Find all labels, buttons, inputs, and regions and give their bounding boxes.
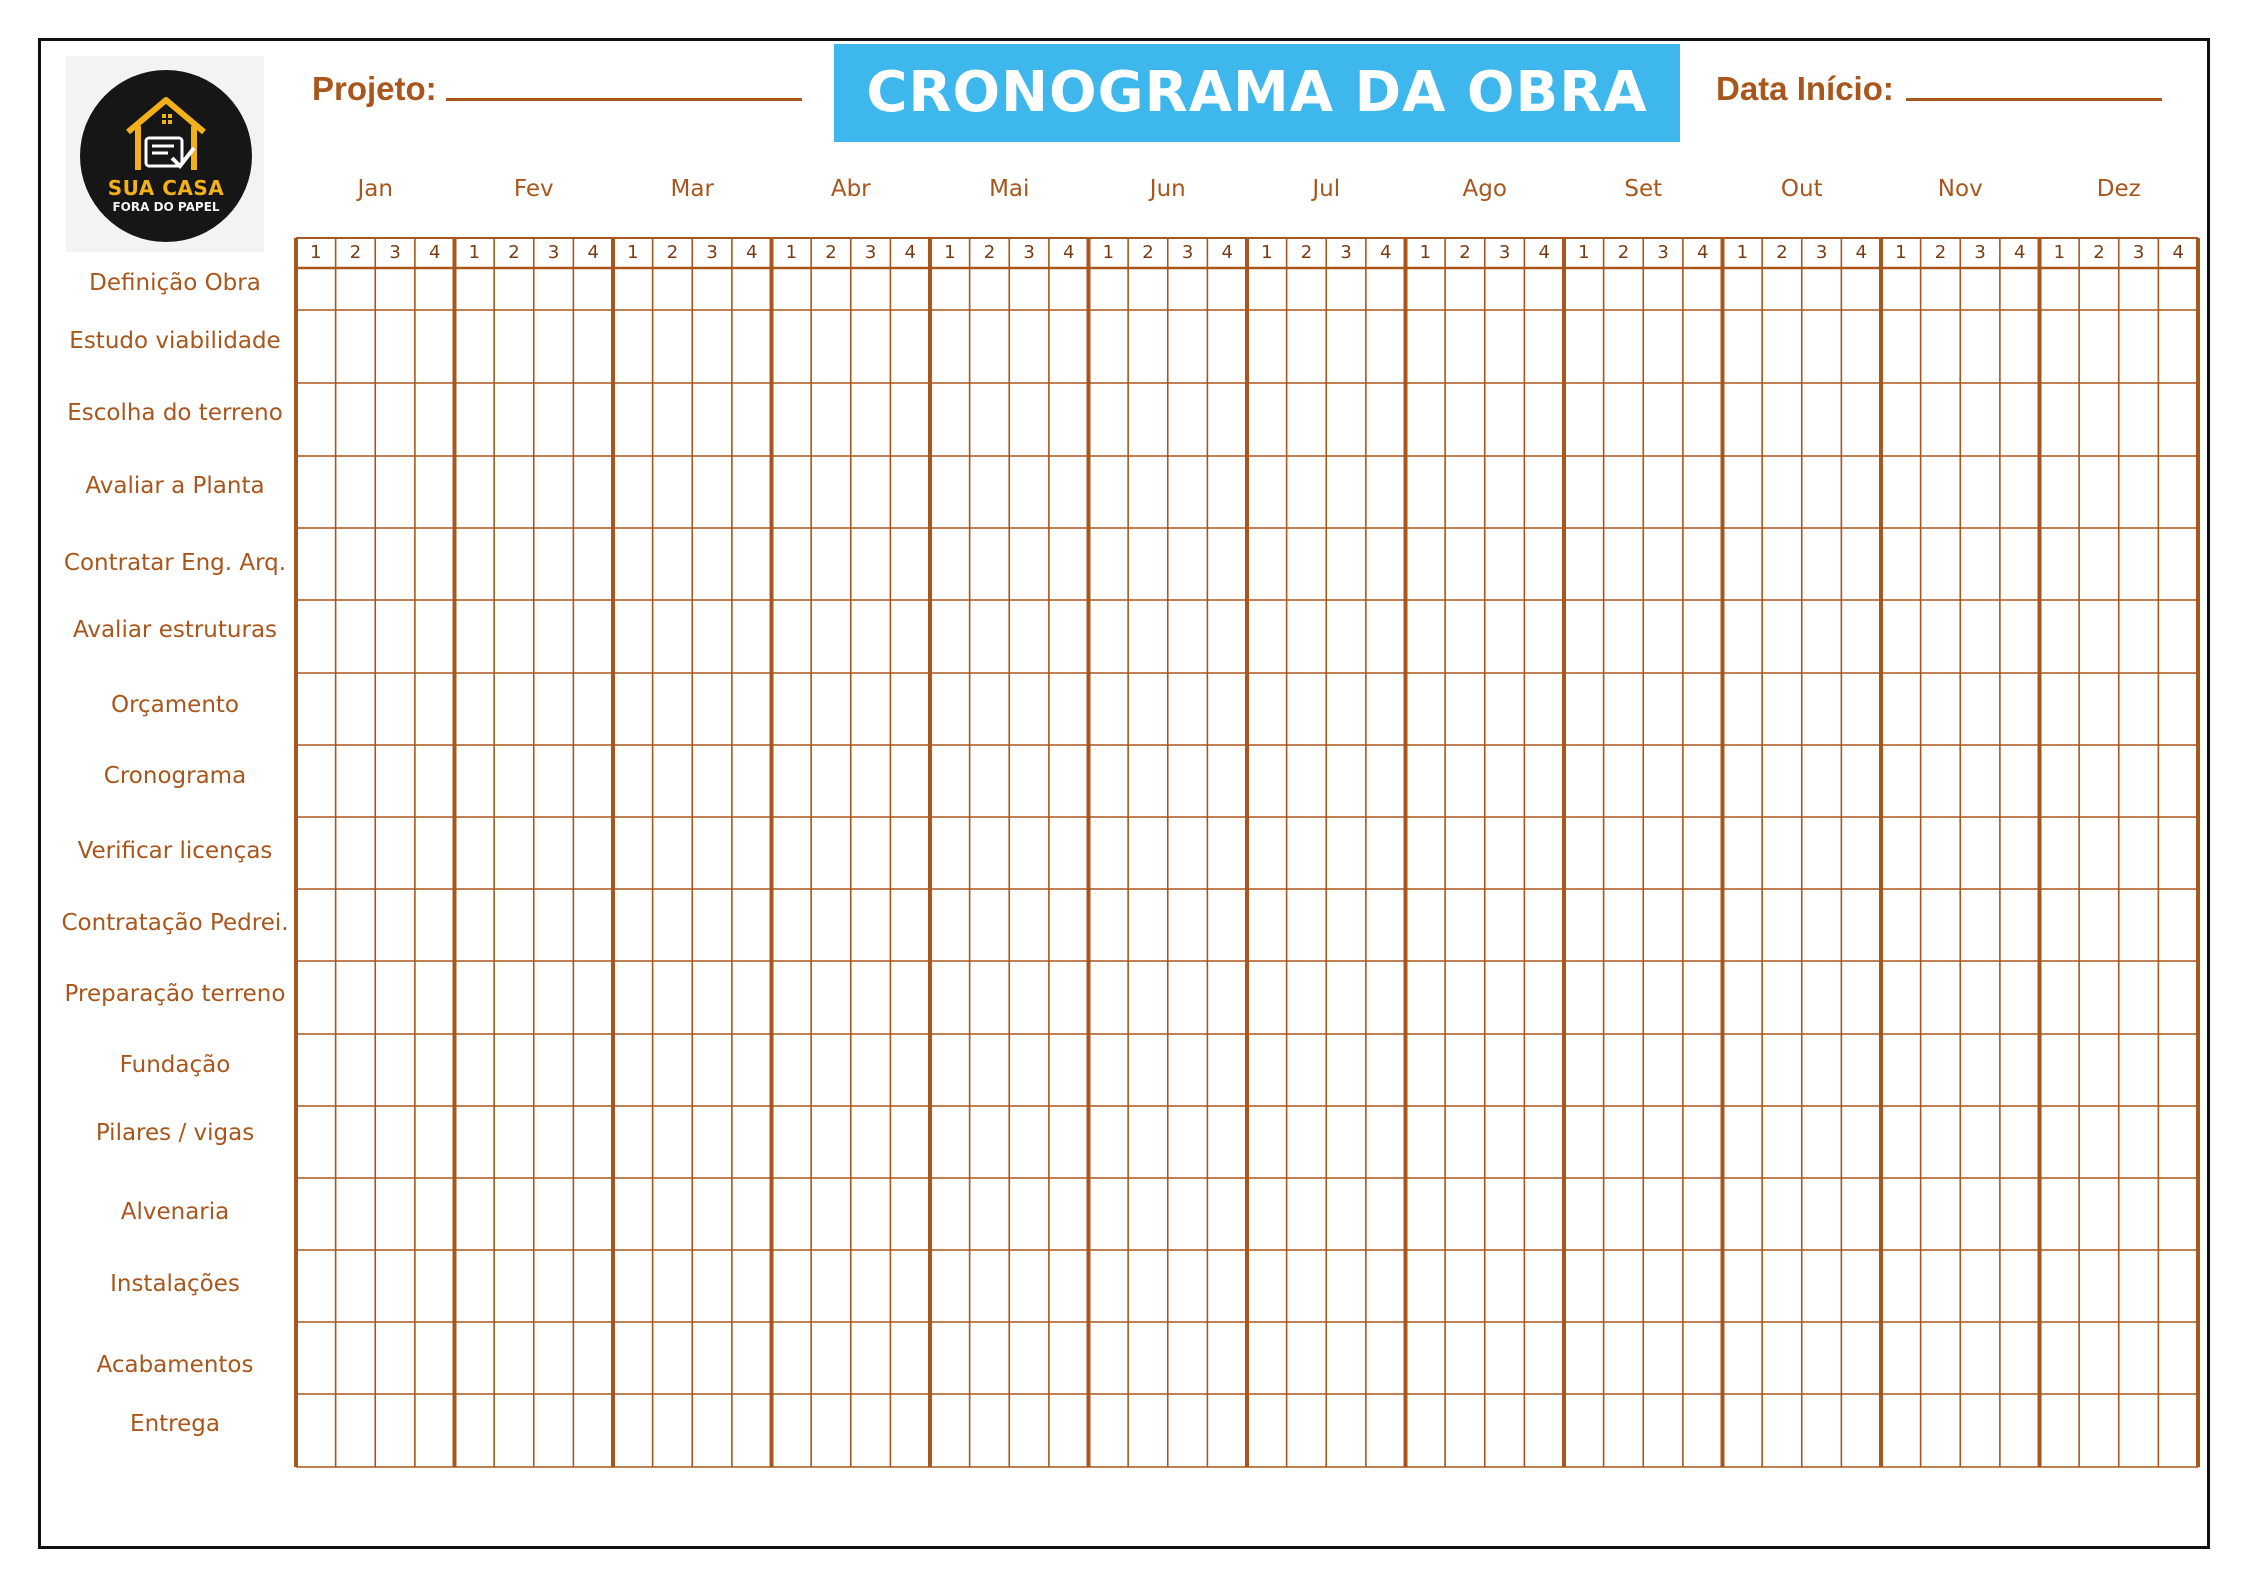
- week-number: 4: [2013, 242, 2026, 263]
- week-number: 1: [944, 242, 956, 263]
- task-label: Definição Obra: [89, 270, 261, 296]
- week-number: 4: [1538, 242, 1550, 263]
- week-number: 2: [1934, 242, 1947, 263]
- month-label: Jun: [1149, 176, 1186, 202]
- task-label: Verificar licenças: [77, 838, 273, 864]
- week-number: 2: [1300, 242, 1313, 263]
- week-number: 2: [666, 242, 679, 263]
- week-number: 3: [389, 242, 401, 263]
- week-number: 1: [1419, 242, 1432, 263]
- task-label: Acabamentos: [96, 1352, 254, 1378]
- week-number: 1: [1736, 242, 1749, 263]
- week-number: 3: [2132, 242, 2145, 263]
- week-number: 2: [508, 242, 520, 263]
- month-label: Abr: [830, 176, 871, 202]
- task-label: Avaliar a Planta: [85, 473, 265, 499]
- task-label: Pilares / vigas: [95, 1120, 255, 1146]
- week-number: 1: [1895, 242, 1907, 263]
- week-number: 3: [1498, 242, 1511, 263]
- week-number: 1: [627, 242, 639, 263]
- week-number: 3: [547, 242, 560, 263]
- task-label: Contratar Eng. Arq.: [63, 550, 287, 576]
- week-number: 2: [825, 242, 837, 263]
- week-number: 3: [1657, 242, 1669, 263]
- week-number: 4: [587, 242, 599, 263]
- week-number: 4: [1696, 242, 1709, 263]
- task-label: Preparação terreno: [64, 981, 286, 1007]
- task-label: Escolha do terreno: [67, 400, 283, 426]
- week-number: 3: [1181, 242, 1194, 263]
- month-label: Mai: [989, 176, 1030, 202]
- week-number: 2: [983, 242, 996, 263]
- task-label: Estudo viabilidade: [69, 328, 281, 354]
- week-number: 4: [1855, 242, 1867, 263]
- month-label: Dez: [2096, 176, 2141, 202]
- task-label: Orçamento: [110, 692, 240, 718]
- task-label: Cronograma: [103, 763, 247, 789]
- month-label: Nov: [1937, 176, 1983, 202]
- month-label: Jul: [1312, 176, 1341, 202]
- week-number: 1: [1102, 242, 1115, 263]
- month-label: Ago: [1462, 176, 1507, 202]
- week-number: 4: [1062, 242, 1075, 263]
- week-number: 4: [2172, 242, 2184, 263]
- week-number: 3: [1974, 242, 1986, 263]
- week-number: 3: [1023, 242, 1035, 263]
- month-label: Mar: [670, 176, 714, 202]
- week-number: 1: [785, 242, 798, 263]
- project-label: Projeto:: [312, 70, 437, 107]
- task-label: Avaliar estruturas: [72, 617, 278, 643]
- week-number: 4: [428, 242, 441, 263]
- task-label: Alvenaria: [120, 1199, 230, 1225]
- page-title: CRONOGRAMA DA OBRA: [834, 44, 1680, 142]
- week-number: 2: [1617, 242, 1630, 263]
- start-date-label: Data Início:: [1716, 70, 1894, 107]
- week-number: 3: [1340, 242, 1352, 263]
- logo-subtitle: FORA DO PAPEL: [112, 200, 220, 214]
- week-number: 1: [1261, 242, 1273, 263]
- task-label: Instalações: [110, 1271, 240, 1297]
- week-number: 1: [2053, 242, 2066, 263]
- week-number: 1: [310, 242, 322, 263]
- week-number: 4: [1379, 242, 1392, 263]
- week-number: 2: [1776, 242, 1788, 263]
- month-label: Fev: [513, 176, 554, 202]
- week-number: 1: [1578, 242, 1590, 263]
- week-number: 4: [745, 242, 758, 263]
- week-number: 3: [1815, 242, 1828, 263]
- week-number: 2: [2093, 242, 2105, 263]
- week-number: 3: [706, 242, 718, 263]
- week-number: 2: [1142, 242, 1154, 263]
- task-label: Contratação Pedrei.: [61, 910, 289, 936]
- week-number: 2: [349, 242, 362, 263]
- week-number: 1: [468, 242, 481, 263]
- week-number: 4: [904, 242, 916, 263]
- month-label: Set: [1624, 176, 1663, 202]
- month-label: Jan: [357, 176, 393, 202]
- week-number: 3: [864, 242, 877, 263]
- week-number: 2: [1459, 242, 1471, 263]
- logo-title: SUA CASA: [107, 176, 225, 200]
- month-label: Out: [1780, 176, 1823, 202]
- task-label: Entrega: [130, 1411, 220, 1437]
- task-label: Fundação: [119, 1052, 231, 1078]
- week-number: 4: [1221, 242, 1233, 263]
